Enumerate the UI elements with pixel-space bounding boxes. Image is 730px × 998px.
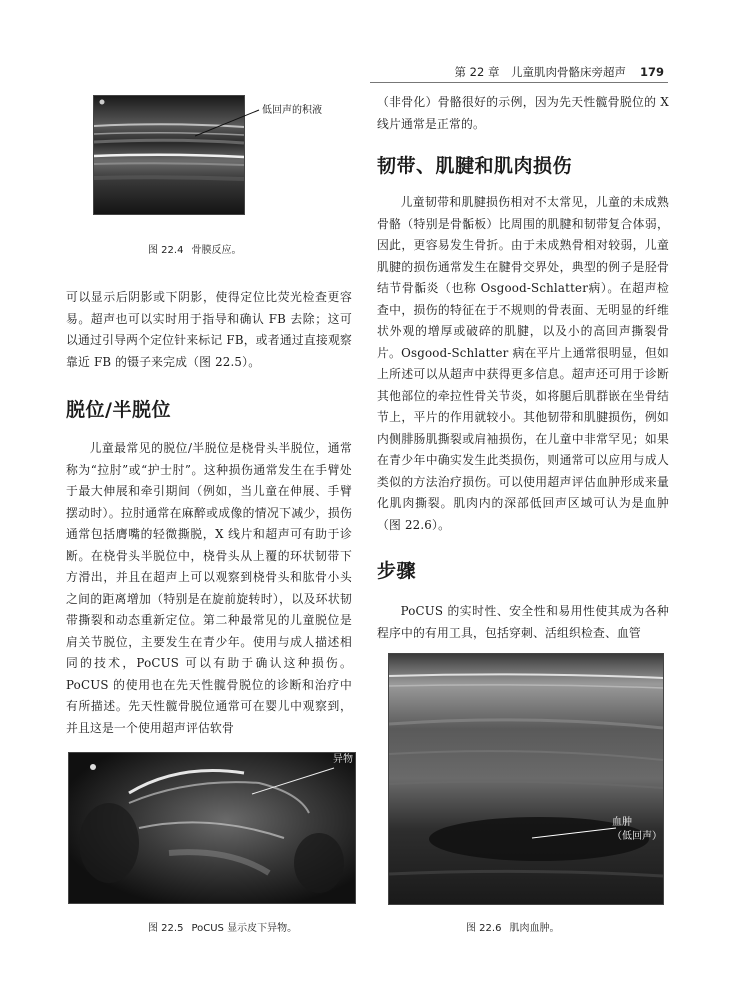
figure-22-4-caption xyxy=(148,241,241,256)
paragraph-dislocation: 儿童最常见的脱位/半脱位是桡骨头半脱位，通常称为“拉肘”或“护士肘”。这种损伤通常发生在手臂处于最大伸展和牵引期间（例如，当儿童在伸展、手臂摆动时）。拉肘通常在麻醉或成像的情况下减少，损伤通常包括膺嘴的轻微撕脱，X 线片和超声可有助于诊断。在桡骨头半脱位中，桡骨头从上覆的环状韧带下方滑出，并且在超声上可以观察到桡骨头和肱骨小头之间的距离增加（特别是在旋前旋转时），以及环状韧带撕裂和动态重新定位。第二种最常见的儿童脱位是肩关节脱位，主要发生在青少年。使用与成人描述相同的技术，PoCUS 可以有助于确认这种损伤。PoCUS 的使用也在先天性髋骨脱位的诊断和治疗中有所描述。先天性髋骨脱位通常可在婴儿中观察到，并且这是一个使用超声评估软骨 xyxy=(66,441,352,735)
chapter-title: 第 22 章 儿童肌肉骨骼床旁超声 xyxy=(454,65,626,79)
figure-22-4-label: 低回声的积液 xyxy=(262,105,322,116)
figure-22-5-number: 图 22.5 xyxy=(148,923,184,934)
figure-22-6-caption xyxy=(466,919,559,934)
figure-22-5-caption-text: PoCUS 显示皮下异物。 xyxy=(191,923,298,934)
header-rule xyxy=(370,82,668,83)
ultrasound-hematoma-image xyxy=(389,654,663,904)
figure-22-5-caption xyxy=(148,919,297,934)
figure-22-6-pointer xyxy=(530,822,620,842)
left-column xyxy=(66,287,352,739)
figure-22-5-pointer xyxy=(250,760,340,800)
figure-22-4-number: 图 22.4 xyxy=(148,245,184,256)
paragraph-steps: PoCUS 的实时性、安全性和易用性使其成为各种程序中的有用工具，包括穿刺、活组织检查、血管 xyxy=(377,604,669,640)
figure-22-4-caption-text: 骨膜反应。 xyxy=(191,245,242,256)
figure-22-5-label: 异物 xyxy=(333,754,353,765)
figure-22-6-caption-text: 肌肉血肿。 xyxy=(509,923,560,934)
paragraph-hip-continued: （非骨化）骨骼很好的示例，因为先天性髋骨脱位的 X 线片通常是正常的。 xyxy=(377,95,669,131)
running-header xyxy=(455,64,664,80)
figure-22-4-pointer xyxy=(195,100,265,140)
right-column xyxy=(377,92,669,644)
section-title-steps: 步骤 xyxy=(377,560,417,582)
section-title-dislocation: 脱位/半脱位 xyxy=(66,399,171,421)
figure-22-6-label xyxy=(612,816,662,844)
figure-22-6-number: 图 22.6 xyxy=(466,923,502,934)
figure-22-6-image xyxy=(388,653,664,905)
figure-22-6-label-line1: 血肿 xyxy=(612,817,632,828)
figure-22-6-label-line2: （低回声） xyxy=(612,831,662,842)
paragraph-ligament: 儿童韧带和肌腱损伤相对不太常见，儿童的未成熟骨骼（特别是骨骺板）比周围的肌腱和韧带复合体弱，因此，更容易发生骨折。由于未成熟骨相对较弱，儿童肌腱的损伤通常发生在腱骨交界处，典型的例子是胫骨结节骨骺炎（也称 Osgood-Schlatter病）。在超声检查中，损伤的特征在于不规则的骨表面、无明显的纤维状外观的增厚或破碎的肌腱，以及小的高回声撕裂骨片。Osgood-Schlatter 病在平片上通常很明显，但如上所述可以从超声中获得更多信息。超声还可用于诊断其他部位的牵拉性骨关节炎，如将腿后肌群嵌在坐骨结节上，平片的作用就较小。其他韧带和肌腱损伤，例如内侧腓肠肌撕裂或肩袖损伤，在儿童中非常罕见；如果在青少年中确实发生此类损伤，则通常可以应用与成人类似的方法治疗损伤。可以使用超声评估血肿形成来量化肌肉撕裂。肌肉内的深部低回声区域可认为是血肿（图 22.6）。 xyxy=(377,195,669,532)
page-number: 179 xyxy=(639,65,664,79)
section-title-ligament: 韧带、肌腱和肌肉损伤 xyxy=(377,155,573,177)
paragraph-fb-guidance: 可以显示后阴影或下阴影，使得定位比荧光检查更容易。超声也可以实时用于指导和确认 FB 去除；这可以通过引导两个定位针来标记 FB，或者通过直接观察靠近 FB 的镊子来完成（图 22.5）。 xyxy=(66,290,352,369)
